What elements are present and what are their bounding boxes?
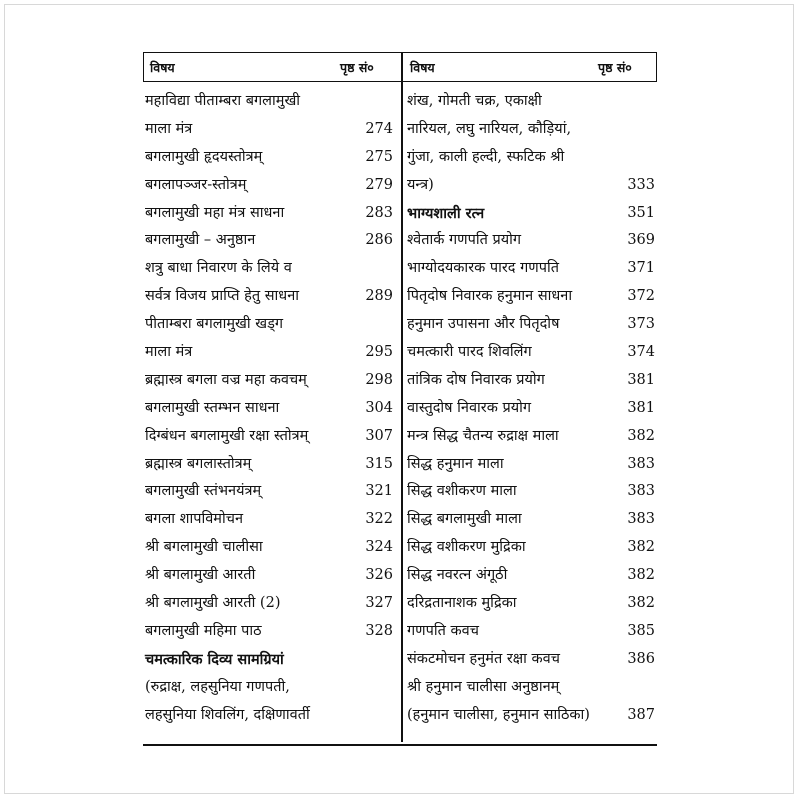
right-column [407,88,659,729]
toc-entry [407,478,659,506]
toc-entry [145,534,397,562]
toc-entry-title: श्री बगलामुखी चालीसा [145,539,263,556]
toc-entry-page: 295 [365,344,393,361]
toc-entry-title: यन्त्र) [407,176,434,193]
toc-entry [145,478,397,506]
toc-entry-title: पीताम्बरा बगलामुखी खड्ग [145,316,284,333]
toc-entry-title: शत्रु बाधा निवारण के लिये व [145,260,292,277]
toc-entry-page: 307 [365,427,393,444]
toc-entry-page: 387 [627,706,655,723]
toc-entry [145,590,397,618]
right-page-heading: पृष्ठ सं० [598,60,632,75]
toc-entry-page: 333 [627,176,655,193]
toc-entry-page: 382 [627,567,655,584]
toc-entry [145,702,397,730]
toc-entry-title: श्री हनुमान चालीसा अनुष्ठानम् [407,678,560,695]
toc-entry [407,172,659,200]
toc-entry [407,451,659,479]
toc-entry-page: 326 [365,567,393,584]
toc-entry-title: मन्त्र सिद्ध चैतन्य रुद्राक्ष माला [407,427,559,444]
toc-entry-title: श्री बगलामुखी आरती [145,567,256,584]
toc-entry-title: संकटमोचन हनुमंत रक्षा कवच [407,650,560,667]
toc-entry [145,451,397,479]
toc-entry-page: 382 [627,539,655,556]
toc-entry-page: 383 [627,455,655,472]
toc-entry [407,534,659,562]
toc-entry-title: माला मंत्र [145,344,193,361]
toc-entry-title: चमत्कारी पारद शिवलिंग [407,344,532,361]
toc-entry-title: ब्रह्मास्त्र बगलास्तोत्रम् [145,455,252,472]
toc-entry-page: 324 [365,539,393,556]
toc-entry-title: श्वेतार्क गणपति प्रयोग [407,232,522,249]
toc-entry-title: लहसुनिया शिवलिंग, दक्षिणावर्ती [145,706,310,723]
toc-entry [145,423,397,451]
toc-entry-page: 279 [365,176,393,193]
toc-entry-page: 371 [627,260,655,277]
toc-entry-title: भाग्यशाली रत्न [407,204,485,222]
toc-entry-page: 298 [365,371,393,388]
toc-entry-title: सिद्ध नवरत्न अंगूठी [407,567,508,584]
toc-entry-title: नारियल, लघु नारियल, कौड़ियां, [407,120,572,137]
toc-entry [145,116,397,144]
toc-entry-title: बगलामुखी स्तंभनयंत्रम् [145,483,262,500]
toc-entry [145,506,397,534]
toc-entry-page: 383 [627,483,655,500]
toc-entry-title: बगलापञ्जर-स्तोत्रम् [145,176,247,193]
toc-entry-page: 381 [627,399,655,416]
toc-entry-page: 382 [627,427,655,444]
toc-entry-title: ब्रह्मास्त्र बगला वज्र महा कवचम् [145,371,307,388]
toc-entry-title: तांत्रिक दोष निवारक प्रयोग [407,371,545,388]
toc-entry-page: 386 [627,650,655,667]
toc-entry-page: 304 [365,399,393,416]
toc-entry [407,255,659,283]
toc-entry-page: 351 [627,204,655,221]
left-column [145,88,397,729]
toc-entry [145,311,397,339]
toc-entry [407,646,659,674]
toc-entry-title: सिद्ध बगलामुखी माला [407,511,522,528]
toc-entry-title: वास्तुदोष निवारक प्रयोग [407,399,532,416]
toc-entry [145,562,397,590]
left-subject-heading: विषय [150,60,175,75]
toc-entry-page: 385 [627,622,655,639]
toc-entry-page: 274 [365,120,393,137]
bottom-rule [143,744,657,746]
toc-entry [145,144,397,172]
toc-entry [145,618,397,646]
toc-entry [145,227,397,255]
toc-entry-page: 283 [365,204,393,221]
toc-entry [145,200,397,228]
left-page-heading: पृष्ठ सं० [340,60,374,75]
toc-entry-title: दरिद्रतानाशक मुद्रिका [407,595,517,612]
toc-entry [407,506,659,534]
toc-entry-title: शंख, गोमती चक्र, एकाक्षी [407,93,542,109]
toc-entry [145,367,397,395]
toc-entry-title: गुंजा, काली हल्दी, स्फटिक श्री [407,148,565,165]
toc-entry-page: 373 [627,316,655,333]
toc-entry [145,674,397,702]
toc-entry-title: बगलामुखी स्तम्भन साधना [145,399,280,416]
toc-entry-page: 381 [627,371,655,388]
toc-entry [145,395,397,423]
toc-entry-page: 382 [627,595,655,612]
toc-entry-page: 369 [627,232,655,249]
toc-entry-title: बगलामुखी हृदयस्तोत्रम् [145,148,263,165]
toc-entry [407,116,659,144]
toc-entry [145,283,397,311]
toc-entry-title: भाग्योदयकारक पारद गणपति [407,260,559,277]
toc-entry [145,172,397,200]
toc-entry-page: 327 [365,595,393,612]
toc-entry-title: सिद्ध वशीकरण मुद्रिका [407,539,526,556]
toc-entry-title: बगलामुखी महिमा पाठ [145,622,262,639]
toc-entry-page: 315 [365,455,393,472]
toc-entry-page: 372 [627,288,655,305]
toc-entry-page: 321 [365,483,393,500]
toc-entry-page: 289 [365,288,393,305]
toc-entry-title: पितृदोष निवारक हनुमान साधना [407,288,573,305]
toc-entry [145,88,397,116]
toc-entry-page: 383 [627,511,655,528]
toc-entry [145,339,397,367]
toc-entry-title: महाविद्या पीताम्बरा बगलामुखी [145,93,301,109]
column-divider [401,52,403,742]
toc-entry-title: हनुमान उपासना और पितृदोष [407,316,560,333]
toc-entry [407,702,659,730]
toc-entry-title: सिद्ध हनुमान माला [407,455,504,472]
toc-entry [407,590,659,618]
toc-entry-title: बगलामुखी – अनुष्ठान [145,232,256,249]
toc-entry-title: चमत्कारिक दिव्य सामग्रियां [145,650,284,668]
toc-entry [407,618,659,646]
toc-entry [407,562,659,590]
toc-header [143,52,657,82]
toc-entry [407,395,659,423]
toc-entry-title: सिद्ध वशीकरण माला [407,483,517,500]
toc-entry-title: श्री बगलामुखी आरती (2) [145,595,281,612]
toc-entry [407,200,659,228]
toc-entry-page: 322 [365,511,393,528]
toc-entry-title: माला मंत्र [145,120,193,137]
toc-entry-title: (रुद्राक्ष, लहसुनिया गणपती, [145,678,290,695]
toc-entry [407,674,659,702]
toc-entry [407,144,659,172]
toc-entry-page: 328 [365,622,393,639]
toc-entry-title: बगलामुखी महा मंत्र साधना [145,204,285,221]
toc-entry [407,227,659,255]
toc-entry-page: 275 [365,148,393,165]
toc-entry [407,367,659,395]
toc-entry-title: दिग्बंधन बगलामुखी रक्षा स्तोत्रम् [145,427,309,444]
toc-entry [407,339,659,367]
toc-entry [145,255,397,283]
toc-entry [407,423,659,451]
toc-entry [407,88,659,116]
toc-entry-page: 374 [627,344,655,361]
toc-entry-title: (हनुमान चालीसा, हनुमान साठिका) [407,706,590,723]
toc-entry-page: 286 [365,232,393,249]
toc-entry-title: सर्वत्र विजय प्राप्ति हेतु साधना [145,288,300,305]
toc-entry-title: गणपति कवच [407,622,479,639]
toc-entry [407,283,659,311]
toc-entry [407,311,659,339]
right-subject-heading: विषय [410,60,435,75]
toc-entry [145,646,397,674]
toc-entry-title: बगला शापविमोचन [145,511,243,528]
table-of-contents [143,52,659,752]
